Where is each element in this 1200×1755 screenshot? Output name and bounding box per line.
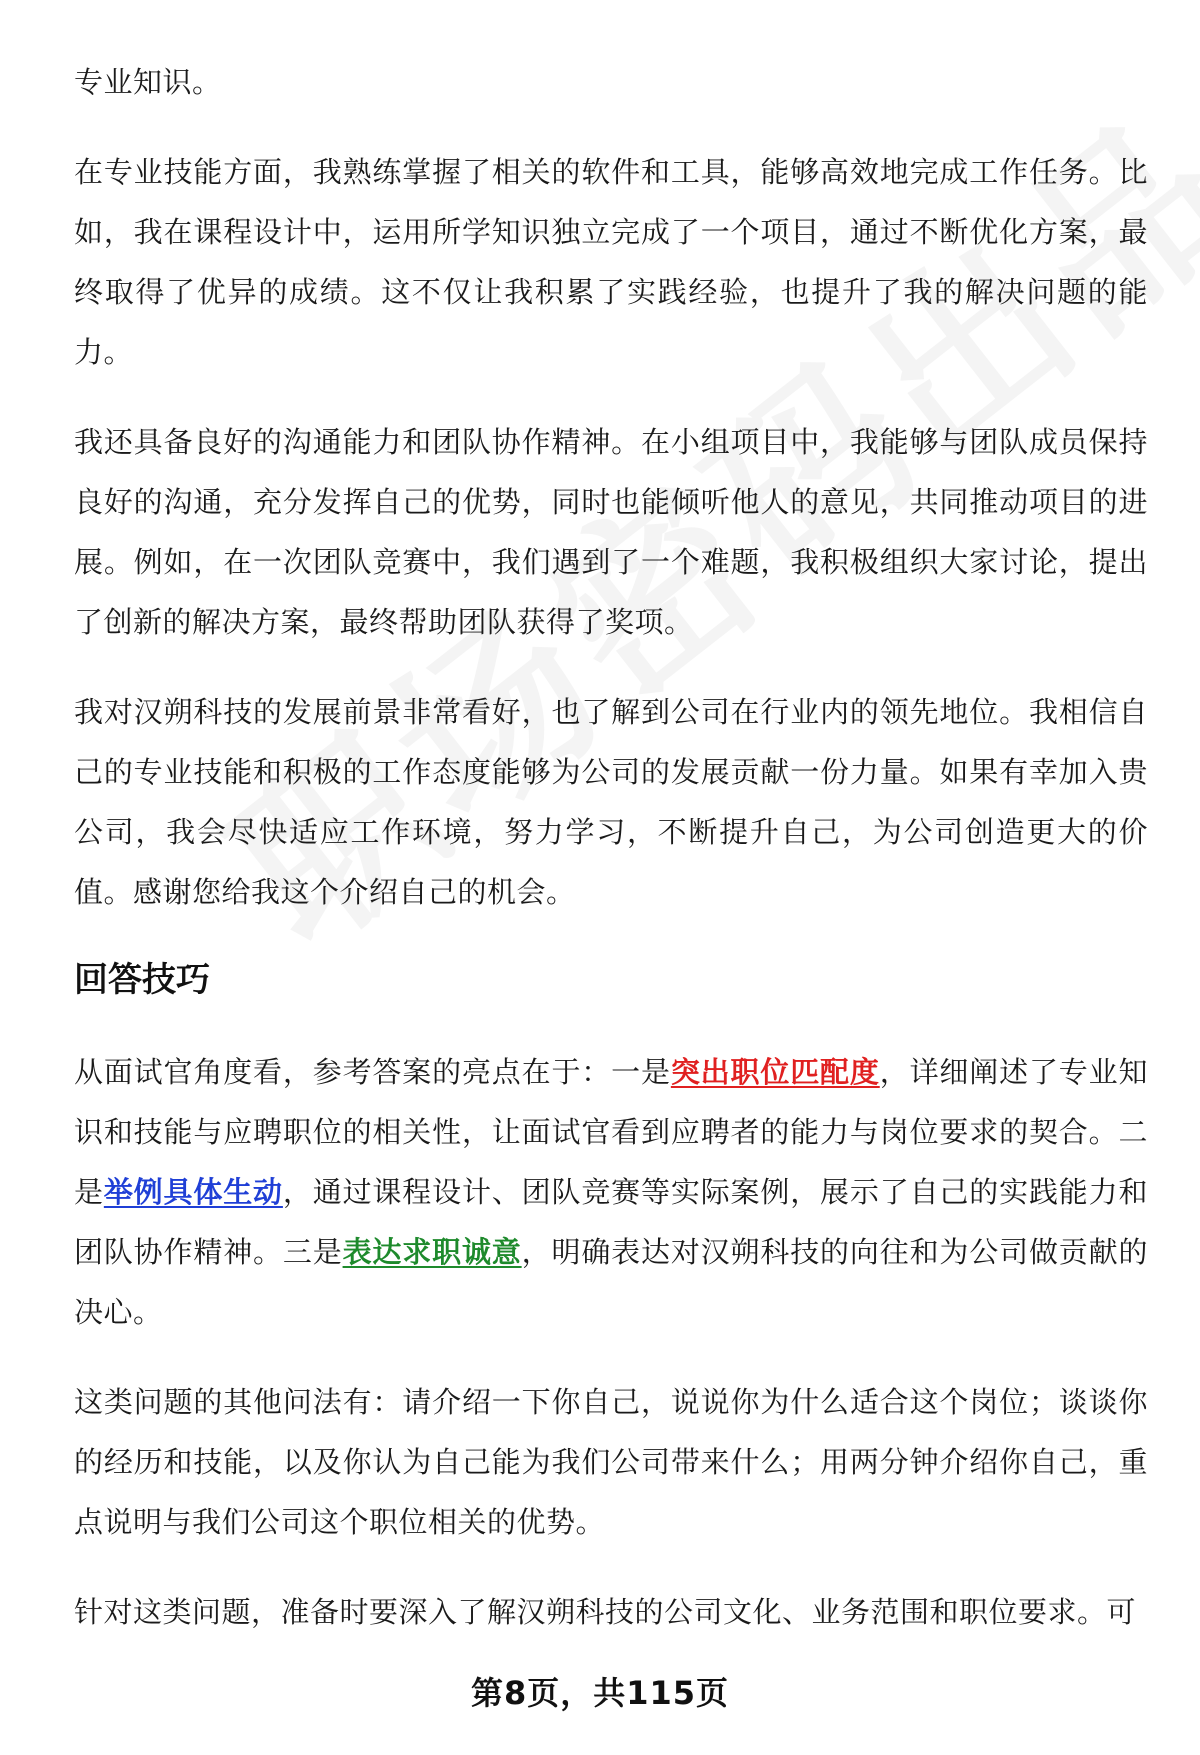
tips-text-4: ，明确表达对汉朔科技的向往和为公司做贡献的决心。 xyxy=(74,1235,1148,1329)
highlight-job-match: 突出职位匹配度 xyxy=(670,1055,880,1089)
highlight-sincerity: 表达求职诚意 xyxy=(342,1235,522,1269)
tips-text-3: ，通过课程设计、团队竞赛等实际案例，展示了自己的实践能力和团队协作精神。三是 xyxy=(74,1175,1148,1269)
paragraph-teamwork: 我还具备良好的沟通能力和团队协作精神。在小组项目中，我能够与团队成员保持良好的沟通，充分发挥自己的优势，同时也能倾听他人的意见，共同推动项目的进展。例如，在一次团队竞赛中，我们遇到了一个难题，我积极组织大家讨论，提出了创新的解决方案，最终帮助团队获得了奖项。 xyxy=(74,425,1148,639)
paragraph-prep-tip: 针对这类问题，准备时要深入了解汉朔科技的公司文化、业务范围和职位要求。可 xyxy=(74,1595,1137,1629)
section-heading: 回答技巧 xyxy=(74,960,210,1000)
highlight-examples: 举例具体生动 xyxy=(103,1175,283,1209)
page-number: 第8页，共115页 xyxy=(470,1674,730,1712)
tips-text-1: 从面试官角度看，参考答案的亮点在于：一是 xyxy=(74,1055,671,1089)
paragraph-company-outlook: 我对汉朔科技的发展前景非常看好，也了解到公司在行业内的领先地位。我相信自己的专业技能和积极的工作态度能够为公司的发展贡献一份力量。如果有幸加入贵公司，我会尽快适应工作环境，努力学习，不断提升自己，为公司创造更大的价值。感谢您给我这个介绍自己的机会。 xyxy=(74,695,1148,909)
document-content xyxy=(74,52,1148,1672)
paragraph-professional-skills: 在专业技能方面，我熟练掌握了相关的软件和工具，能够高效地完成工作任务。比如，我在课程设计中，运用所学知识独立完成了一个项目，通过不断优化方案，最终取得了优异的成绩。这不仅让我积累了实践经验，也提升了我的解决问题的能力。 xyxy=(74,155,1148,369)
paragraph-tips xyxy=(74,1042,1148,1342)
tips-text-2: ，详细阐述了专业知识和技能与应聘职位的相关性，让面试官看到应聘者的能力与岗位要求的契合。二是 xyxy=(74,1055,1148,1209)
paragraph-continuation: 专业知识。 xyxy=(74,65,222,99)
paragraph-other-questions: 这类问题的其他问法有：请介绍一下你自己，说说你为什么适合这个岗位；谈谈你的经历和技能，以及你认为自己能为我们公司带来什么；用两分钟介绍你自己，重点说明与我们公司这个职位相关的优势。 xyxy=(74,1385,1148,1539)
